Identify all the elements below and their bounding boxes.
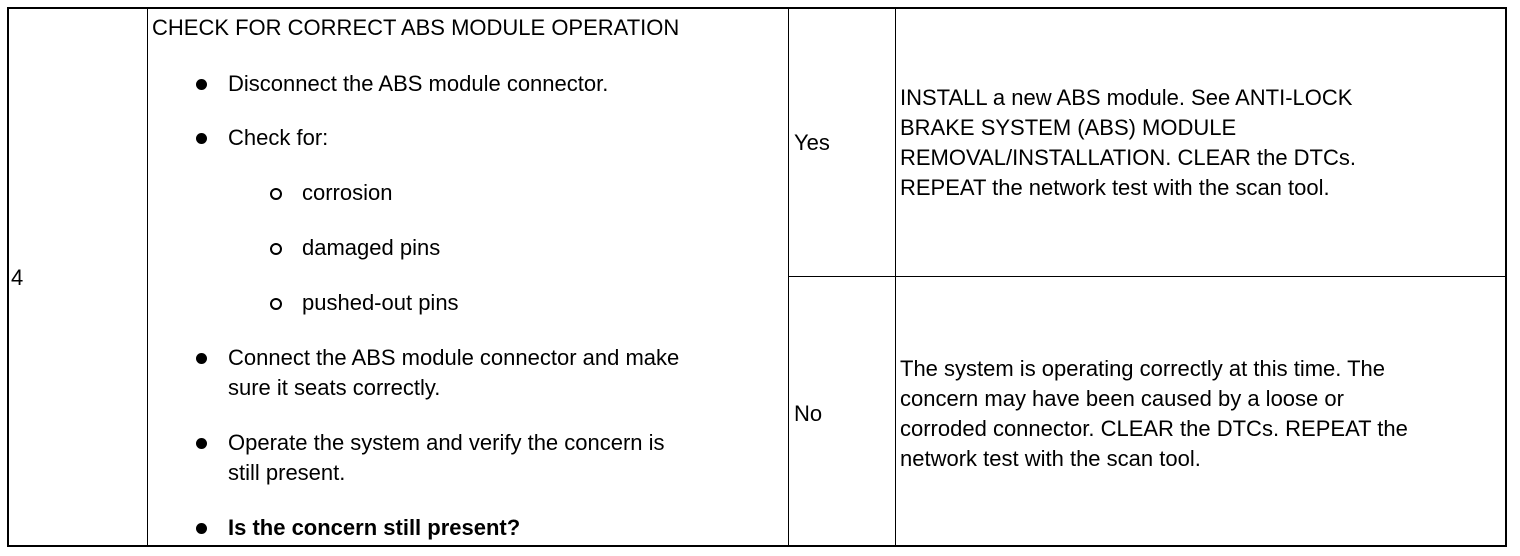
instruction-connect-line-1: Connect the ABS module connector and make <box>228 345 680 370</box>
no-action-line-1: The system is operating correctly at this time. The <box>900 356 1385 381</box>
divider-step-column <box>147 9 148 545</box>
instruction-operate-line-2: still present. <box>228 460 346 485</box>
yes-action-line-2: BRAKE SYSTEM (ABS) MODULE <box>900 115 1237 140</box>
step-title: CHECK FOR CORRECT ABS MODULE OPERATION <box>152 15 680 40</box>
bullet-icon <box>196 523 207 534</box>
divider-answer-column <box>895 9 896 545</box>
question-concern-present: Is the concern still present? <box>228 515 521 540</box>
yes-action-line-4: REPEAT the network test with the scan tool. <box>900 175 1330 200</box>
no-action-line-4: network test with the scan tool. <box>900 446 1201 471</box>
bullet-icon <box>196 353 207 364</box>
sub-bullet-icon <box>270 298 282 310</box>
sub-item-damaged-pins: damaged pins <box>302 235 441 260</box>
answer-yes: Yes <box>794 130 830 155</box>
sub-item-corrosion: corrosion <box>302 180 393 205</box>
instruction-disconnect: Disconnect the ABS module connector. <box>228 71 609 96</box>
no-action-line-2: concern may have been caused by a loose or <box>900 386 1344 411</box>
step-number: 4 <box>11 265 24 290</box>
no-action-line-3: corroded connector. CLEAR the DTCs. REPEAT the <box>900 416 1408 441</box>
sub-bullet-icon <box>270 243 282 255</box>
bullet-icon <box>196 133 207 144</box>
instruction-connect-line-2: sure it seats correctly. <box>228 375 441 400</box>
divider-instruction-column <box>788 9 789 545</box>
yes-action-line-3: REMOVAL/INSTALLATION. CLEAR the DTCs. <box>900 145 1356 170</box>
sub-item-pushed-out-pins: pushed-out pins <box>302 290 459 315</box>
bullet-icon <box>196 438 207 449</box>
instruction-check-for: Check for: <box>228 125 329 150</box>
bullet-icon <box>196 79 207 90</box>
divider-yes-no <box>788 276 1505 277</box>
sub-bullet-icon <box>270 188 282 200</box>
instruction-operate-line-1: Operate the system and verify the concern is <box>228 430 665 455</box>
yes-action-line-1: INSTALL a new ABS module. See ANTI-LOCK <box>900 85 1353 110</box>
answer-no: No <box>794 401 823 426</box>
